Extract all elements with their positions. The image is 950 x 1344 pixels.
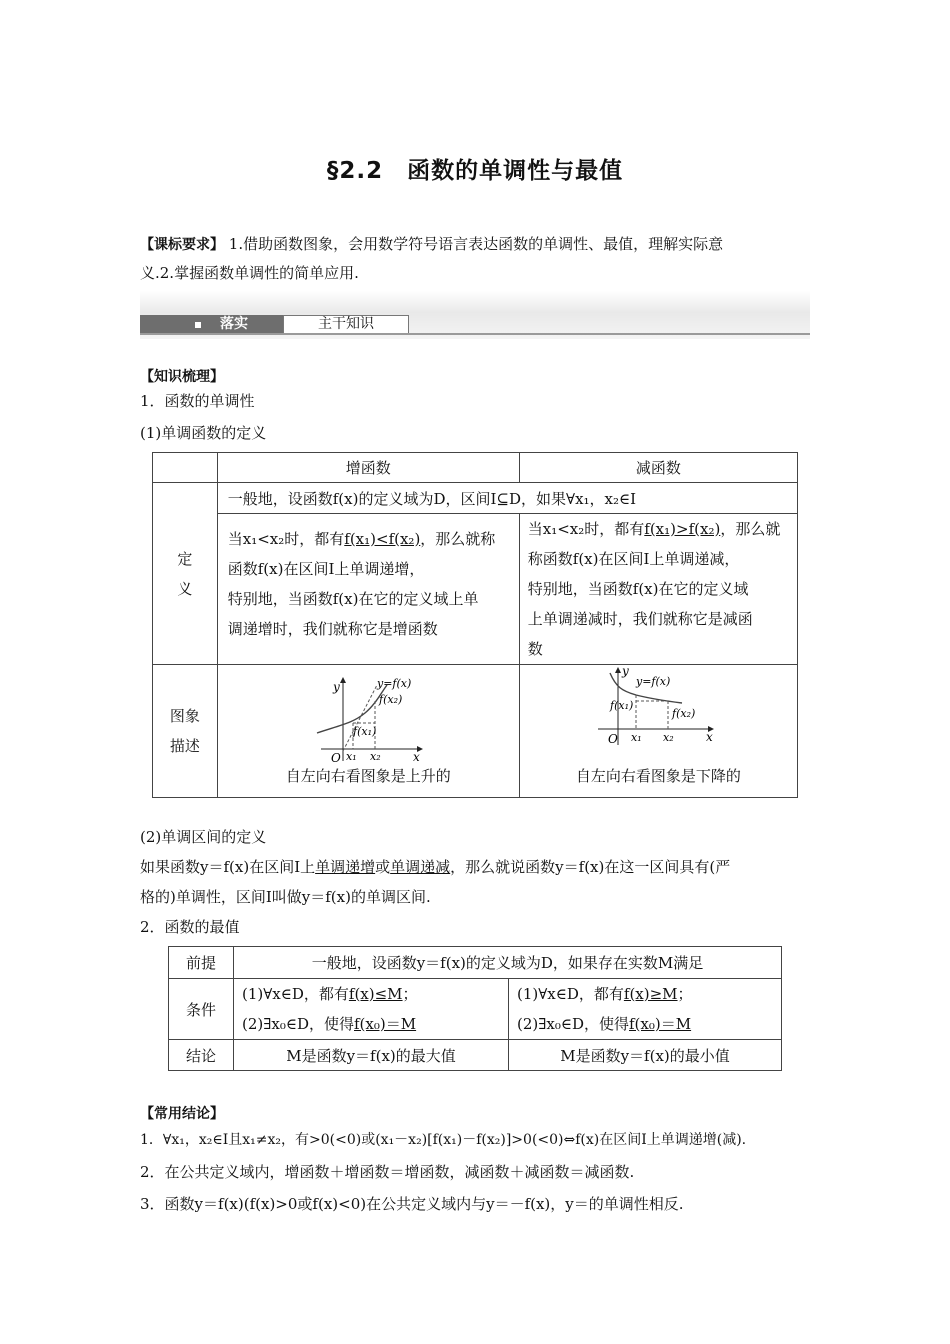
dec-x-label: x bbox=[706, 730, 714, 744]
banner-square-icon bbox=[195, 322, 201, 328]
max-c1-pre: (1)∀x∈D，都有 bbox=[242, 985, 349, 1003]
inc-y-arrow-icon bbox=[340, 677, 346, 683]
dec-fx2-label: f(x₂) bbox=[672, 707, 696, 720]
graph-label-1: 图象 bbox=[169, 707, 200, 725]
dec-line-5: 数 bbox=[527, 640, 543, 658]
sub2-line2: 格的)单调性，区间I叫做y＝f(x)的单调区间. bbox=[140, 888, 431, 906]
sub2-underline-increasing: 单调递增 bbox=[315, 858, 376, 876]
sub1-title: (1)单调函数的定义 bbox=[140, 424, 267, 442]
banner-dark-label: 落实 bbox=[220, 316, 248, 332]
dec-x2-label: x₂ bbox=[663, 731, 674, 744]
dec-x1-label: x₁ bbox=[631, 731, 642, 744]
table-corner-cell bbox=[153, 453, 218, 483]
banner-divider bbox=[140, 333, 810, 335]
inc-curve bbox=[317, 685, 387, 733]
dec-y-label: y bbox=[622, 665, 630, 678]
knowledge-heading: 【知识梳理】 bbox=[140, 369, 224, 385]
min-conditions bbox=[509, 979, 782, 1040]
dec-y-arrow-icon bbox=[615, 667, 621, 673]
max-condition-1 bbox=[242, 979, 508, 1009]
min-c2-pre: (2)∃x₀∈D，使得 bbox=[517, 1015, 629, 1033]
graph-label-cell bbox=[153, 665, 218, 798]
inc-y-label: y bbox=[333, 680, 341, 694]
min-condition-1 bbox=[517, 979, 781, 1009]
premise-text: 一般地，设函数y＝f(x)的定义域为D，如果存在实数M满足 bbox=[234, 947, 782, 979]
min-condition-2 bbox=[517, 1009, 781, 1039]
requirements-line2: 义.2.掌握函数单调性的简单应用. bbox=[140, 264, 359, 282]
conclusion-3: 3．函数y＝f(x)(f(x)>0或f(x)<0)在公共定义域内与y＝－f(x)，y＝的单调性相反. bbox=[140, 1195, 684, 1213]
inc-curve-label: y=f(x) bbox=[377, 677, 412, 690]
max-conditions bbox=[234, 979, 509, 1040]
inc-line-1 bbox=[228, 524, 519, 554]
sub2-underline-decreasing: 单调递减 bbox=[390, 858, 451, 876]
common-definition: 一般地，设函数f(x)的定义域为D，区间I⊆D，如果∀x₁，x₂∈I bbox=[217, 483, 797, 514]
inc-line-2: 函数f(x)在区间I上单调递增， bbox=[227, 560, 425, 578]
inc-line-3: 特别地，当函数f(x)在它的定义域上单 bbox=[227, 590, 479, 608]
definition-label-1: 定 bbox=[177, 549, 193, 568]
dec-curve-label: y=f(x) bbox=[636, 675, 671, 688]
definition-label-cell bbox=[153, 483, 218, 665]
sub2-line1-mid: 或 bbox=[375, 858, 391, 876]
increasing-graph bbox=[313, 675, 423, 763]
sub2-line1-pre: 如果函数y＝f(x)在区间I上 bbox=[140, 858, 316, 876]
dec-caption: 自左向右看图象是下降的 bbox=[575, 767, 741, 785]
inc-caption: 自左向右看图象是上升的 bbox=[285, 767, 451, 785]
dec-line-2: 称函数f(x)在区间I上单调递减， bbox=[527, 550, 740, 568]
inc-x1-label: x₁ bbox=[346, 750, 357, 763]
min-c1-pre: (1)∀x∈D，都有 bbox=[517, 985, 624, 1003]
decreasing-graph-cell bbox=[519, 665, 797, 798]
header-increasing: 增函数 bbox=[217, 453, 519, 483]
dec-line-1-pre: 当x₁<x₂时，都有 bbox=[527, 520, 645, 538]
graph-label-2: 描述 bbox=[169, 737, 200, 755]
page-title: §2.2 函数的单调性与最值 bbox=[326, 158, 624, 184]
max-c1-underlined: f(x)≤M bbox=[348, 985, 403, 1003]
inc-fx2-label: f(x₂) bbox=[379, 693, 403, 706]
sub2-line1 bbox=[140, 852, 812, 882]
min-c2-underlined: f(x₀)＝M bbox=[629, 1015, 692, 1033]
max-conclusion: M是函数y＝f(x)的最大值 bbox=[234, 1040, 509, 1071]
min-c1-underlined: f(x)≥M bbox=[623, 985, 678, 1003]
inc-line-1-pre: 当x₁<x₂时，都有 bbox=[227, 530, 345, 548]
dec-line-4: 上单调递减时，我们就称它是减函 bbox=[527, 610, 753, 628]
increasing-graph-cell bbox=[217, 665, 519, 798]
max-c2-pre: (2)∃x₀∈D，使得 bbox=[242, 1015, 354, 1033]
inc-x2-label: x₂ bbox=[370, 750, 381, 763]
section1-title: 1．函数的单调性 bbox=[140, 392, 255, 410]
max-condition-2 bbox=[242, 1009, 508, 1039]
requirements-line1: 1.借助函数图象，会用数学符号语言表达函数的单调性、最值，理解实际意 bbox=[228, 235, 724, 253]
conclusion-label: 结论 bbox=[169, 1040, 234, 1071]
decreasing-graph bbox=[596, 665, 720, 751]
inc-x-label: x bbox=[413, 750, 421, 763]
dec-fx1-label: f(x₁) bbox=[610, 699, 634, 712]
conclusion-2: 2．在公共定义域内，增函数＋增函数＝增函数，减函数＋减函数＝减函数. bbox=[140, 1163, 635, 1181]
min-c1-post: ； bbox=[677, 985, 693, 1003]
premise-label: 前提 bbox=[169, 947, 234, 979]
banner-dark-tab bbox=[140, 315, 283, 334]
section-banner bbox=[140, 291, 810, 339]
common-heading: 【常用结论】 bbox=[140, 1106, 224, 1122]
monotonicity-table bbox=[152, 452, 798, 798]
requirements-block bbox=[140, 229, 820, 260]
inc-line-1-underlined: f(x₁)<f(x₂) bbox=[344, 530, 421, 548]
dec-origin-label: O bbox=[608, 732, 619, 746]
min-conclusion: M是函数y＝f(x)的最小值 bbox=[509, 1040, 782, 1071]
inc-secant-line bbox=[343, 685, 377, 751]
inc-line-1-post: ，那么就称 bbox=[420, 530, 496, 548]
banner-light-label: 主干知识 bbox=[283, 315, 409, 334]
dec-line-1-post: ，那么就 bbox=[720, 520, 781, 538]
extremum-table bbox=[168, 946, 782, 1071]
max-c1-post: ； bbox=[402, 985, 418, 1003]
inc-line-4: 调递增时，我们就称它是增函数 bbox=[227, 620, 438, 638]
max-c2-underlined: f(x₀)＝M bbox=[354, 1015, 417, 1033]
condition-label: 条件 bbox=[169, 979, 234, 1040]
inc-origin-label: O bbox=[331, 751, 342, 763]
inc-fx1-label: f(x₁) bbox=[353, 725, 377, 738]
header-decreasing: 减函数 bbox=[519, 453, 797, 483]
dec-line-3: 特别地，当函数f(x)在它的定义域 bbox=[527, 580, 749, 598]
dec-line-1-underlined: f(x₁)>f(x₂) bbox=[644, 520, 721, 538]
dec-line-1 bbox=[528, 514, 797, 544]
definition-label-2: 义 bbox=[177, 579, 193, 598]
requirements-label: 【课标要求】 bbox=[140, 237, 224, 253]
conclusion-1: 1．∀x₁，x₂∈I且x₁≠x₂，有>0(<0)或(x₁－x₂)[f(x₁)－f(x₂)]>0(<0)⇔f(x)在区间I上单调递增(减). bbox=[140, 1132, 747, 1148]
decreasing-definition bbox=[519, 514, 797, 665]
sub2-line1-post: ，那么就说函数y＝f(x)在这一区间具有(严 bbox=[450, 858, 731, 876]
section2-title: 2．函数的最值 bbox=[140, 918, 240, 936]
sub2-title: (2)单调区间的定义 bbox=[140, 828, 267, 846]
increasing-definition bbox=[217, 514, 519, 665]
